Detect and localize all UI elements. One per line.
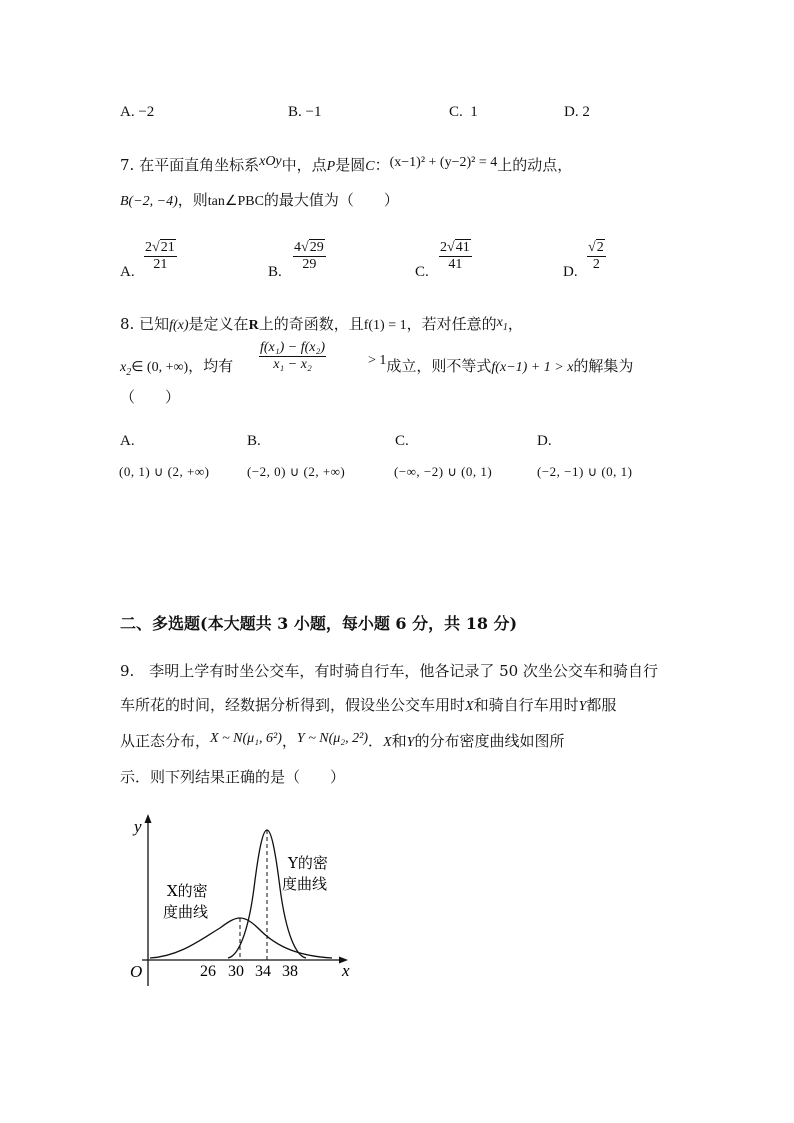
q8-stem-line2-right: > 1成立，则不等式f(x−1) + 1 > x的解集为	[368, 353, 634, 375]
q7-option-c-label: C.	[415, 264, 429, 280]
y-curve-label-line1: Y的密	[288, 854, 328, 872]
q9-stem-line1: 9. 李明上学有时坐公交车，有时骑自行车，他各记录了 50 次坐公交车和骑自行	[120, 662, 658, 680]
q7-option-b-value: 4√29 29	[294, 240, 324, 272]
q7-stem-line2: B(−2, −4)，则tan∠PBC的最大值为（ ）	[120, 191, 399, 209]
q9-stem-line4: 示．则下列结果正确的是（ ）	[120, 768, 346, 786]
q7-option-d-value: √2 2	[588, 240, 604, 272]
q8-option-b-value: (−2, 0) ∪ (2, +∞)	[247, 464, 346, 479]
q8-option-a-label: A.	[120, 433, 135, 449]
q8-fraction: f(x₁) − f(x₂) x₁ − x₂	[260, 340, 326, 372]
y-axis-label: y	[134, 817, 142, 836]
q9-stem-line3: 从正态分布，X ~ N(μ₁, 6²)，Y ~ N(μ₂, 2²)．X和Y的分布密度曲线如图所	[120, 731, 565, 750]
q6-option-d: D. 2	[564, 104, 590, 120]
q7-option-c-value: 2√41 41	[440, 240, 470, 272]
x-curve-label-line1: X的密	[167, 882, 208, 900]
q7-option-d-label: D.	[563, 264, 578, 280]
q8-option-b-label: B.	[247, 433, 261, 449]
q9-stem-line2: 车所花的时间，经数据分析得到，假设坐公交车用时X和骑自行车用时Y都服	[120, 696, 617, 714]
tick-label-26: 26	[200, 963, 216, 980]
q7-option-a-value: 2√21 21	[145, 240, 175, 272]
q6-option-c: C. 1	[449, 104, 478, 120]
q7-option-a-label: A.	[120, 264, 135, 280]
q8-option-c-value: (−∞, −2) ∪ (0, 1)	[394, 464, 493, 479]
x-curve-label-line2: 度曲线	[163, 903, 209, 921]
x-density-curve	[150, 918, 332, 958]
tick-label-30: 30	[228, 963, 244, 980]
density-curve-figure	[120, 808, 365, 993]
q6-option-b: B. −1	[288, 104, 322, 120]
q6-option-a: A. −2	[120, 104, 155, 120]
section-2-heading: 二、多选题(本大题共 3 小题，每小题 6 分，共 18 分)	[120, 614, 518, 633]
q8-option-a-value: (0, 1) ∪ (2, +∞)	[119, 464, 210, 479]
q7-stem-line1: 7. 在平面直角坐标系xOy中，点P是圆C：(x−1)² + (y−2)² = 4上的动点，	[120, 154, 573, 174]
y-axis-arrow	[145, 814, 152, 823]
x-axis-label: x	[342, 961, 350, 980]
tick-label-38: 38	[282, 963, 298, 980]
q8-option-d-value: (−2, −1) ∪ (0, 1)	[537, 464, 633, 479]
origin-label: O	[130, 962, 143, 981]
q8-stem-line1: 8. 已知f(x)是定义在R上的奇函数，且f(1) = 1，若对任意的$x_1$，	[120, 315, 523, 333]
q7-option-b-label: B.	[268, 264, 282, 280]
q8-answer-paren: （ ）	[120, 388, 181, 406]
tick-label-34: 34	[255, 963, 271, 980]
y-curve-label-line2: 度曲线	[282, 875, 328, 893]
q8-option-c-label: C.	[395, 433, 409, 449]
q8-stem-line2-left: $x_2\in$ (0, +∞)，均有	[120, 357, 234, 378]
q8-option-d-label: D.	[537, 433, 552, 449]
